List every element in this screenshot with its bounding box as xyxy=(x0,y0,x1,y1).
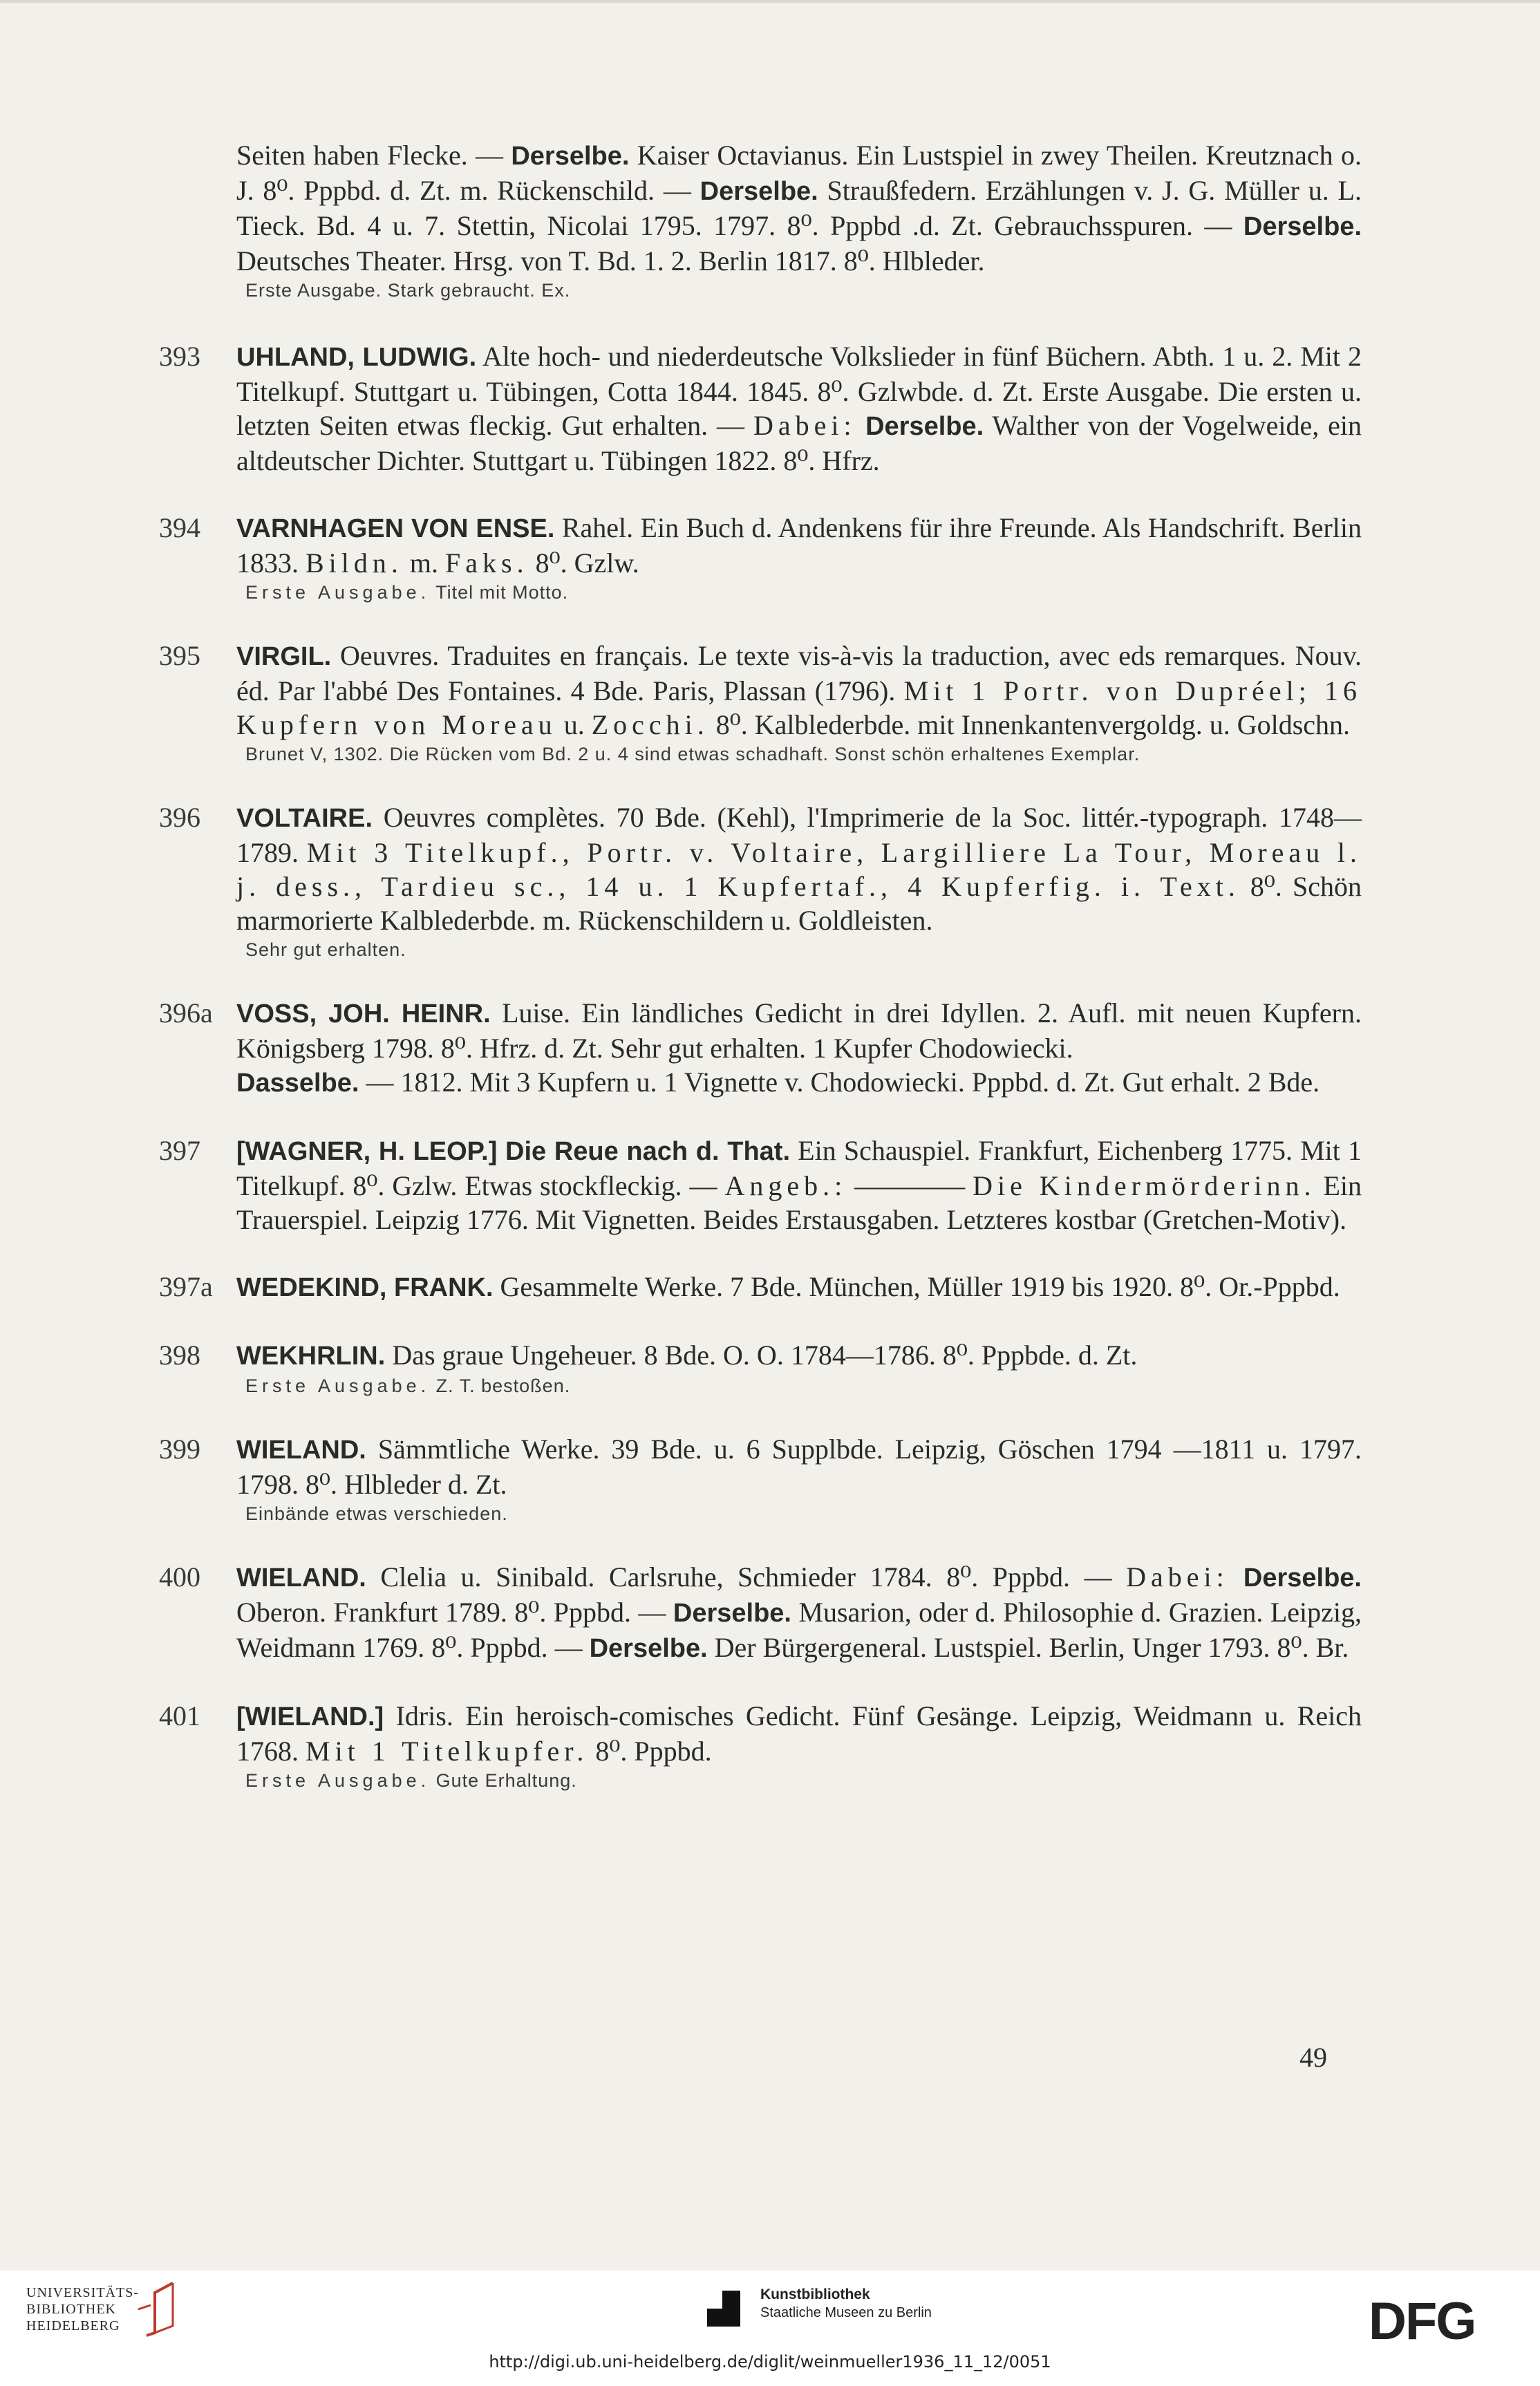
entry-text: Idris. Ein heroisch-comisches Gedicht. Fünf Gesänge. Leipzig, Weidmann u. Reich 1768. xyxy=(236,1700,1362,1767)
uni-line: HEIDELBERG xyxy=(26,2318,120,2333)
entry-text: u. xyxy=(556,709,592,740)
entry-heading: VOSS, JOH. HEINR. xyxy=(236,999,491,1028)
library-emblem-icon xyxy=(131,2277,187,2340)
lead-text: Deutsches Theater. Hrsg. von T. Bd. 1. 2. Berlin 1817. 8⁰. Hlbleder. xyxy=(236,245,985,276)
entry-spaced: Zocchi. xyxy=(591,709,709,740)
entry-spaced: Bildn. xyxy=(306,547,403,579)
kunstbibliothek-label[interactable] xyxy=(760,2286,932,2322)
entry-text: 8⁰. Pppbd. xyxy=(588,1736,712,1767)
entry-spaced: Angeb.: xyxy=(724,1170,847,1201)
uni-line: UNIVERSITÄTS- xyxy=(26,2285,139,2300)
lot-number: 394 xyxy=(159,512,200,543)
entry-heading: VOLTAIRE. xyxy=(236,804,373,833)
entry-text: Ein Schauspiel. Frankfurt, Eichenberg 1775. Mit 1 Titelkupf. 8⁰. Gzlw. Etwas stockfleckig. — xyxy=(236,1135,1362,1201)
top-edge xyxy=(0,0,1540,3)
entry-spaced: Dabei: xyxy=(1126,1561,1229,1593)
kb-title: Kunstbibliothek xyxy=(760,2286,870,2302)
entry-text: Rahel. Ein Buch d. Andenkens für ihre Freunde. Als Handschrift. Berlin 1833. xyxy=(236,512,1362,579)
entry-note xyxy=(245,580,1362,605)
entry-note xyxy=(245,1768,1362,1794)
note-spaced: Erste Ausgabe. xyxy=(245,582,431,603)
entry-spaced: Mit 3 Titelkupf., Portr. v. Voltaire, Largilliere La Tour, Moreau l. j. dess., Tardieu sc., 14 u. 1 Kupfertaf., 4 Kupferfig. i. Text. xyxy=(236,837,1362,902)
lead-bold: Derselbe. xyxy=(1243,212,1362,241)
entry-text: ———— xyxy=(847,1170,973,1201)
entry-text: 8⁰. Schön marmorierte Kalblederbde. m. Rückenschildern u. Goldleisten. xyxy=(236,871,1362,936)
note-text: Titel mit Motto. xyxy=(430,582,569,603)
entry-note xyxy=(245,1373,1362,1399)
lot-number: 397a xyxy=(159,1271,213,1302)
entry-text: Oeuvres complètes. 70 Bde. (Kehl), l'Imprimerie de la Soc. littér.-typograph. 1748—1789. xyxy=(236,802,1362,868)
entry-heading: WEDEKIND, FRANK. xyxy=(236,1273,494,1302)
entry-heading: VARNHAGEN VON ENSE. xyxy=(236,514,555,543)
entry-note: Brunet V, 1302. Die Rücken vom Bd. 2 u. 4 sind etwas schadhaft. Sonst schön erhaltenes Exemplar. xyxy=(245,744,1140,764)
note-text: Z. T. bestoßen. xyxy=(430,1375,571,1396)
lead-continuation xyxy=(159,138,1362,303)
lot-number: 398 xyxy=(159,1340,200,1371)
entry-spaced: Mit 1 Portr. von Dupréel; 16 Kupfern von Moreau xyxy=(236,675,1362,740)
entry-bold: Derselbe. xyxy=(1228,1563,1362,1593)
entry-text: Walther von der Vogelweide, ein altdeutscher Dichter. Stuttgart u. Tübingen 1822. 8⁰. Hfrz. xyxy=(236,410,1362,476)
lead-text: Seiten haben Flecke. — xyxy=(236,140,511,171)
entry-spaced: Dabei: xyxy=(753,410,856,441)
entry-bold: Derselbe. xyxy=(856,412,984,441)
entry-text: Sämmtliche Werke. 39 Bde. u. 6 Supplbde. Leipzig, Göschen 1794 —1811 u. 1797. 1798. 8⁰. Hlbleder d. Zt. xyxy=(236,1434,1362,1500)
note-spaced: Erste Ausgabe. xyxy=(245,1770,431,1791)
entry-text: Musarion, oder d. Philosophie d. Grazien. Leipzig, Weidmann 1769. 8⁰. Pppbd. — xyxy=(236,1597,1362,1663)
lot-number: 400 xyxy=(159,1561,200,1593)
entry-text: Clelia u. Sinibald. Carlsruhe, Schmieder 1784. 8⁰. Pppbd. — xyxy=(366,1561,1127,1593)
lot-number: 397 xyxy=(159,1135,200,1166)
lead-bold: Derselbe. xyxy=(699,177,818,206)
lead-note: Erste Ausgabe. Stark gebraucht. Ex. xyxy=(245,280,571,301)
entry-393 xyxy=(159,339,1362,478)
entry-text: m. xyxy=(402,547,446,579)
page-number: 49 xyxy=(1299,2042,1327,2073)
lead-text: Straußfedern. Erzählungen v. J. G. Müller u. L. Tieck. Bd. 4 u. 7. Stettin, Nicolai 1795. 1797. 8⁰. Pppbd .d. Zt. Gebrauchsspuren. — xyxy=(236,175,1362,241)
lead-bold: Derselbe. xyxy=(511,142,630,171)
entry-399 xyxy=(159,1432,1362,1527)
entry-397a xyxy=(159,1270,1362,1305)
entry-text: 8⁰. Gzlw. xyxy=(528,547,639,579)
entry-heading: WEKHRLIN. xyxy=(236,1342,386,1371)
lot-number: 401 xyxy=(159,1700,200,1731)
entry-text: Der Bürgergeneral. Lustspiel. Berlin, Unger 1793. 8⁰. Br. xyxy=(707,1632,1349,1663)
entry-395 xyxy=(159,639,1362,767)
entry-spaced: Faks. xyxy=(445,547,529,579)
entry-heading: VIRGIL. xyxy=(236,642,332,671)
entry-396 xyxy=(159,800,1362,963)
entry-text: Alte hoch- und niederdeutsche Volkslieder in fünf Büchern. Abth. 1 u. 2. Mit 2 Titelkupf. Stuttgart u. Tübingen, Cotta 1844. 1845. 8⁰. Gzlwbde. d. Zt. Erste Ausgabe. Die ersten u. letzten Seiten etwas fleckig. Gut erhalten. — xyxy=(236,341,1362,441)
note-spaced: Erste Ausgabe. xyxy=(245,1375,431,1396)
lot-number: 396 xyxy=(159,802,200,833)
lot-number: 393 xyxy=(159,341,200,372)
entry-394 xyxy=(159,511,1362,605)
entry-text: 8⁰. Kalblederbde. mit Innenkantenvergoldg. u. Goldschn. xyxy=(708,709,1351,740)
entry-401 xyxy=(159,1699,1362,1794)
entry-heading: [WAGNER, H. LEOP.] Die Reue nach d. That. xyxy=(236,1137,791,1166)
lead-text: Kaiser Octavianus. Ein Lustspiel in zwey Theilen. Kreutznach o. J. 8⁰. Pppbd. d. Zt. m. Rückenschild. — xyxy=(236,140,1362,206)
lot-number: 399 xyxy=(159,1434,200,1465)
entry-bold: Derselbe. xyxy=(673,1599,791,1628)
entry-text: Oberon. Frankfurt 1789. 8⁰. Pppbd. — xyxy=(236,1597,673,1628)
entry-text: Ein Trauerspiel. Leipzig 1776. Mit Vignetten. Beides Erstausgaben. Letzteres kostbar (Gretchen-Motiv). xyxy=(236,1170,1362,1235)
entry-note: Sehr gut erhalten. xyxy=(245,939,406,960)
entry-heading: WIELAND. xyxy=(236,1563,366,1593)
entry-text: Oeuvres. Traduites en français. Le texte vis-à-vis la traduction, avec eds remarques. Nouv. éd. Par l'abbé Des Fontaines. 4 Bde. Paris, Plassan (1796). xyxy=(236,640,1362,706)
entry-bold: Derselbe. xyxy=(589,1634,708,1663)
entry-spaced: Mit 1 Titelkupfer. xyxy=(306,1736,589,1767)
entry-text: Das graue Ungeheuer. 8 Bde. O. O. 1784—1786. 8⁰. Pppbde. d. Zt. xyxy=(385,1340,1138,1371)
entry-397 xyxy=(159,1134,1362,1237)
digitization-footer xyxy=(0,2271,1540,2386)
entry-heading: UHLAND, LUDWIG. xyxy=(236,343,477,372)
lot-number: 395 xyxy=(159,640,200,671)
entry-note: Einbände etwas verschieden. xyxy=(245,1503,508,1524)
entry-heading: [WIELAND.] xyxy=(236,1702,384,1731)
kunstbibliothek-logo-icon xyxy=(702,2288,743,2329)
uni-line: BIBLIOTHEK xyxy=(26,2302,116,2317)
note-text: Gute Erhaltung. xyxy=(430,1770,577,1791)
entry-text: Gesammelte Werke. 7 Bde. München, Müller 1919 bis 1920. 8⁰. Or.-Pppbd. xyxy=(493,1271,1340,1302)
catalog-content xyxy=(159,138,1362,1827)
lot-number: 396a xyxy=(159,997,213,1028)
entry-text: Luise. Ein ländliches Gedicht in drei Idyllen. 2. Aufl. mit neuen Kupfern. Königsberg 1798. 8⁰. Hfrz. d. Zt. Sehr gut erhalten. 1 Kupfer Chodowiecki. xyxy=(236,997,1362,1064)
entry-398 xyxy=(159,1338,1362,1399)
entry-text: — 1812. Mit 3 Kupfern u. 1 Vignette v. Chodowiecki. Pppbd. d. Zt. Gut erhalt. 2 Bde. xyxy=(359,1067,1320,1098)
entry-400 xyxy=(159,1560,1362,1666)
entry-396a xyxy=(159,996,1362,1100)
kb-subtitle: Staatliche Museen zu Berlin xyxy=(760,2305,932,2320)
source-url-link[interactable]: http://digi.ub.uni-heidelberg.de/diglit/weinmueller1936_11_12/0051 xyxy=(489,2352,1051,2371)
entry-heading: Dasselbe. xyxy=(236,1069,359,1098)
dfg-logo[interactable]: DFG xyxy=(1369,2292,1476,2351)
entry-heading: WIELAND. xyxy=(236,1436,366,1465)
entry-spaced: Die Kindermörderinn. xyxy=(973,1170,1316,1201)
